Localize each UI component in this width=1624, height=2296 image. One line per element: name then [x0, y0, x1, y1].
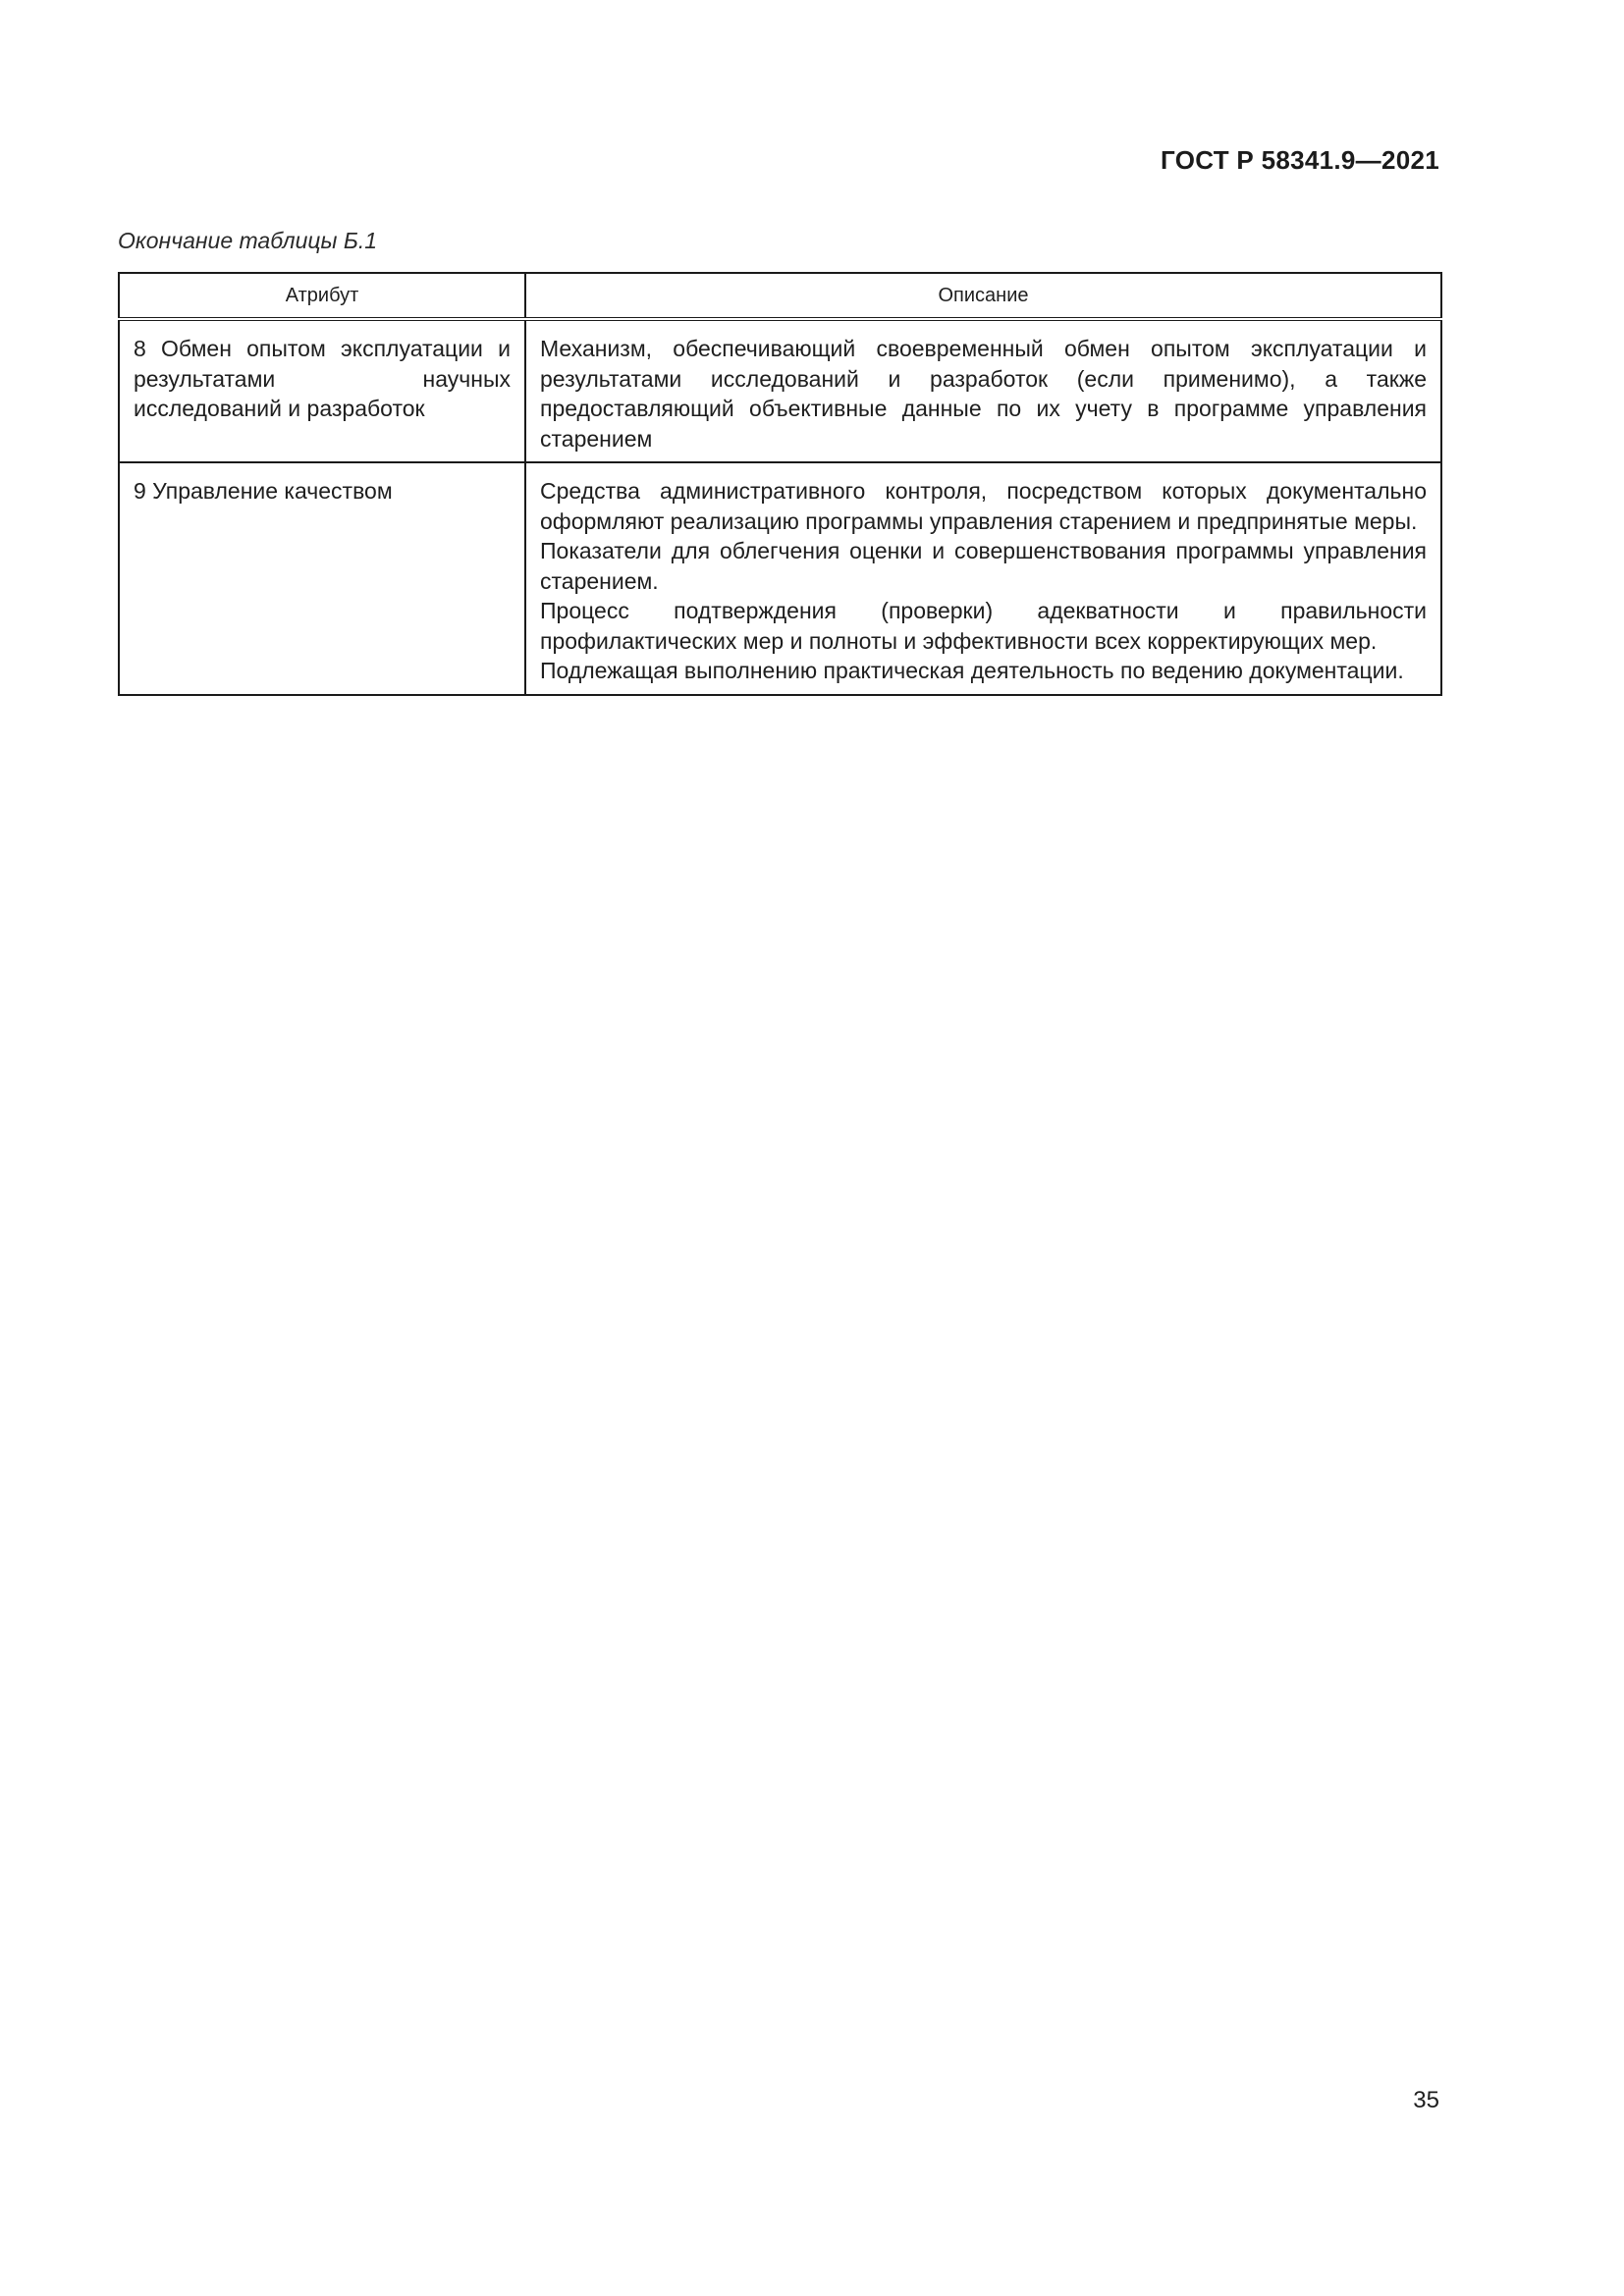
description-paragraph: Показатели для облегчения оценки и совершенствования программы управления старением. — [540, 538, 1427, 594]
column-header-description: Описание — [525, 273, 1441, 319]
attribute-cell: 9 Управление качеством — [119, 462, 525, 695]
description-cell — [525, 319, 1441, 462]
table-row — [119, 319, 1441, 462]
description-paragraph: Механизм, обеспечивающий своевременный обмен опытом эксплуатации и результатами исследований и разработок (если применимо), а также предоставляющий объективные данные по их учету в программе управления старением — [540, 336, 1427, 452]
description-cell — [525, 462, 1441, 695]
description-paragraph: Средства административного контроля, посредством которых документально оформляют реализацию программы управления старением и предпринятые меры. — [540, 478, 1427, 534]
table-row — [119, 462, 1441, 695]
page-number: 35 — [1413, 2087, 1439, 2113]
table-header-row — [119, 273, 1441, 319]
description-paragraph: Подлежащая выполнению практическая деятельность по ведению документации. — [540, 658, 1404, 683]
description-paragraph: Процесс подтверждения (проверки) адекватности и правильности профилактических мер и полноты и эффективности всех корректирующих мер. — [540, 598, 1427, 654]
table-caption: Окончание таблицы Б.1 — [118, 228, 378, 253]
document-standard-id: ГОСТ Р 58341.9—2021 — [1161, 145, 1439, 175]
attributes-table — [118, 272, 1442, 696]
attribute-cell: 8 Обмен опытом эксплуатации и результатами научных исследований и разработок — [119, 319, 525, 462]
column-header-attribute: Атрибут — [119, 273, 525, 319]
